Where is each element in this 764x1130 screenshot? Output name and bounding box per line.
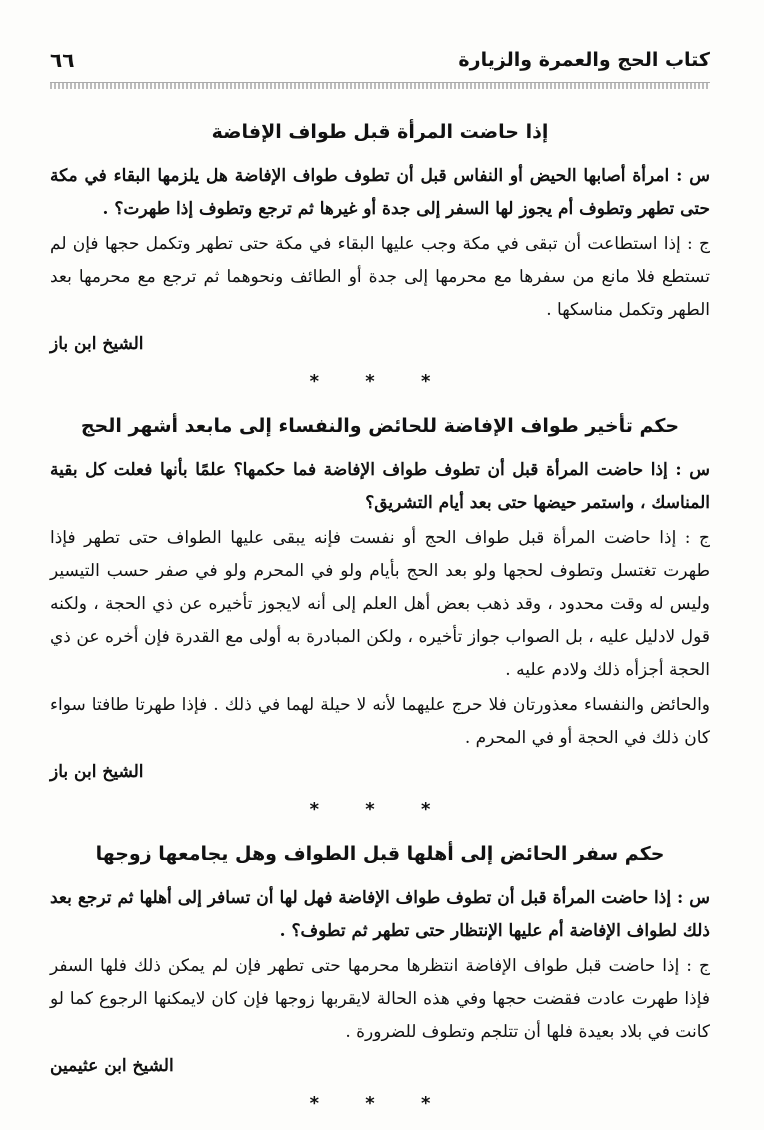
sheikh-attribution: الشيخ ابن باز bbox=[50, 762, 144, 782]
section-separator: * * * bbox=[309, 371, 451, 392]
section-separator: * * * bbox=[309, 799, 451, 820]
answer-text: ج : إذا حاضت المرأة قبل طواف الحج أو نفست فإنه يبقى عليها الطواف حتى تطهر فإذا طهرت تغتسل وتطوف لحجها ولو بعد الحج بأيام ولو في المحرم ولو في صفر حسب التيسير وليس له وقت محدود ، وقد ذهب بعض أهل العلم إلى أنه لايجوز تأخيره عن ذي الحجة ، ولكنه قول لادليل عليه ، بل الصواب جواز تأخيره ، ولكن المبادرة به أولى مع القدرة فإن أخره عن ذي الحجة أجزأه ذلك ولادم عليه . bbox=[50, 528, 710, 680]
section-title: حكم سفر الحائض إلى أهلها قبل الطواف وهل يجامعها زوجها bbox=[95, 843, 665, 865]
section-title: حكم تأخير طواف الإفاضة للحائض والنفساء إلى مابعد أشهر الحج bbox=[80, 415, 680, 437]
book-title: كتاب الحج والعمرة والزيارة bbox=[458, 49, 710, 71]
page-header bbox=[50, 44, 710, 76]
answer-text: ج : إذا حاضت قبل طواف الإفاضة انتظرها محرمها حتى تطهر فإن لم يمكن ذلك فلها السفر فإذا طهرت عادت فقضت حجها وفي هذه الحالة لايقربها زوجها فإن كان لايمكنها الرجوع كما لو كانت في بلاد بعيدة فلها أن تتلجم وتطوف للضرورة . bbox=[50, 956, 710, 1042]
question-text: س : امرأة أصابها الحيض أو النفاس قبل أن تطوف طواف الإفاضة هل يلزمها البقاء في مكة حتى تطهر وتطوف أم يجوز لها السفر إلى جدة أو غيرها ثم ترجع وتطوف إذا طهرت؟ . bbox=[50, 166, 710, 219]
page-content bbox=[50, 114, 710, 1130]
header-rule bbox=[50, 82, 710, 89]
answer-text: ج : إذا استطاعت أن تبقى في مكة وجب عليها البقاء في مكة حتى تطهر وتكمل حجها فإن لم تستطع فلا مانع من سفرها مع محرمها إلى جدة أو الطائف ونحوهما ثم ترجع مع محرمها بعد الطهر وتكمل مناسكها . bbox=[50, 234, 710, 320]
sheikh-attribution: الشيخ ابن عثيمين bbox=[50, 1056, 174, 1076]
sheikh-attribution: الشيخ ابن باز bbox=[50, 334, 144, 354]
answer-continuation: والحائض والنفساء معذورتان فلا حرج عليهما لأنه لا حيلة لهما في ذلك . فإذا طهرتا طافتا سواء كان ذلك في الحجة أو في المحرم . bbox=[50, 695, 710, 748]
question-text: س : إذا حاضت المرأة قبل أن تطوف طواف الإفاضة فما حكمها؟ علمًا بأنها فعلت كل بقية المناسك ، واستمر حيضها حتى بعد أيام التشريق؟ bbox=[50, 460, 710, 513]
question-text: س : إذا حاضت المرأة قبل أن تطوف طواف الإفاضة فهل لها أن تسافر إلى أهلها ثم ترجع بعد ذلك لطواف الإفاضة أم عليها الإنتظار حتى تطهر ثم تطوف؟ . bbox=[50, 888, 710, 941]
section-title: إذا حاضت المرأة قبل طواف الإفاضة bbox=[211, 121, 549, 143]
section-separator: * * * bbox=[309, 1093, 451, 1114]
page-number: ٦٦ bbox=[50, 48, 75, 72]
